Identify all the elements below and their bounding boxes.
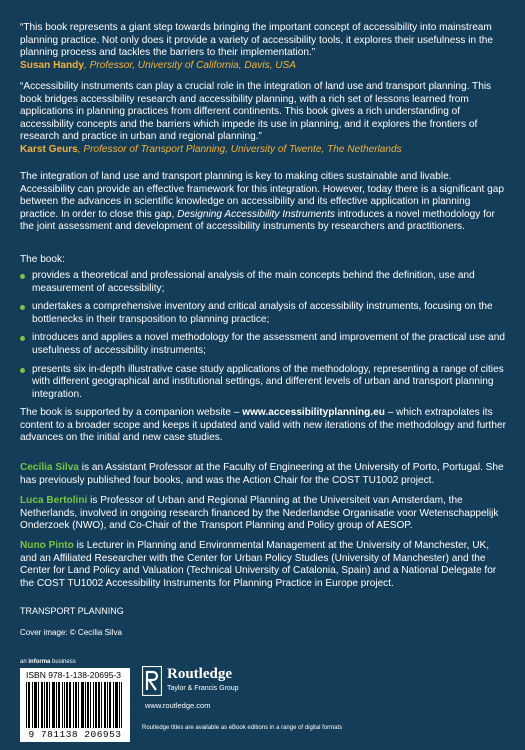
barcode-bar [52, 682, 53, 728]
publisher-name: Routledge [167, 666, 232, 682]
bio-2-name: Luca Bertolini [20, 495, 88, 506]
feature-list [20, 270, 507, 407]
barcode-bar [113, 682, 114, 728]
companion-paragraph [20, 407, 507, 445]
barcode-bar [28, 682, 29, 728]
bio-2-text: is Professor of Urban and Regional Planning at the Universiteit van Amsterdam, the Netherlands, involved in ongoing research financed by the Nederlandse Organisatie voor Wetenschappelijk Onderzoek (NWO), and Co-Chair of the Transport Planning and Policy group of AESOP. [20, 495, 499, 532]
routledge-logo-icon [142, 666, 162, 696]
barcode-bar [53, 682, 54, 728]
barcode-bar [98, 682, 99, 728]
bio-1-name: Cecília Silva [20, 462, 79, 473]
barcode-bar [38, 682, 39, 728]
barcode-bar [119, 682, 120, 728]
quote-1: “This book represents a giant step towards bringing the important concept of accessibility into mainstream planning practice. Not only does it provide a variety of accessibility tools, it explores their usefulness in the planning process and tackles the barriers to their implementation.” Susan Handy, Professor, University of California, Davis, USA [20, 22, 493, 71]
barcode-bar [115, 682, 116, 728]
intro-after-title: introduces a novel methodology for the joint assessment and development of accessibility instruments by researchers and practitioners. [20, 208, 495, 233]
bio-1 [20, 462, 507, 487]
barcode-bar [58, 682, 59, 728]
quote-1-role: Professor, University of California, Davis, USA [89, 59, 296, 71]
informa-line [20, 659, 76, 665]
barcode-bar [46, 682, 47, 728]
barcode-bar [56, 682, 57, 728]
barcode-bar [69, 682, 70, 728]
barcode-digits: 9 781138 206953 [28, 729, 122, 740]
quote-2-role: Professor of Transport Planning, University of Twente, The Netherlands [83, 143, 402, 155]
ebook-note: Routledge titles are available as eBook editions in a range of digital formats [142, 725, 343, 731]
barcode-bar [81, 682, 82, 728]
barcode-bar [32, 682, 33, 728]
quote-2-author: Karst Geurs [20, 143, 78, 155]
barcode-bar [47, 682, 48, 728]
barcode-bar [85, 682, 86, 728]
barcode-bar [117, 682, 118, 728]
barcode-bar [64, 682, 65, 728]
barcode-bar [29, 682, 30, 728]
list-item [20, 364, 507, 402]
barcode-bar [107, 682, 108, 728]
quote-2: “Accessibility instruments can play a crucial role in the integration of land use and transport planning. This book bridges accessibility research and accessibility planning, with a rich set of lessons learned from applications in planning practices from different continents. This book gives a rich understanding of accessibility concepts and the barriers which impede its use in planning, and it explores the frontiers of research and practice in urban and regional planning.” Karst Geurs, Professor of Transport Planning, University of Twente, The Netherlands [20, 81, 492, 155]
barcode-bar [105, 682, 106, 728]
barcode-bar [93, 682, 94, 728]
barcode-bar [110, 682, 111, 728]
bio-1-text: is an Assistant Professor at the Faculty of Engineering at the University of Porto, Portugal. She has previously published four books, and was the Action Chair for the COST TU1002 project. [20, 462, 504, 486]
barcode-bar [44, 682, 45, 728]
barcode-bar [83, 682, 84, 728]
bullet-text: undertakes a comprehensive inventory and critical analysis of accessibility instruments, focusing on the bottlenecks in their transposition to planning practice; [32, 301, 493, 325]
publisher-url[interactable]: www.routledge.com [145, 701, 211, 710]
barcode-bar [34, 682, 35, 728]
barcode-bar [101, 682, 102, 728]
barcode-bar [78, 682, 79, 728]
barcode-bar [90, 682, 91, 728]
barcode-bar [62, 682, 63, 728]
quote-2-text: “Accessibility instruments can play a crucial role in the integration of land use and transport planning. This book bridges accessibility research and accessibility planning, with a rich set of lessons learned from applications in planning practices from different continents. This book gives a rich understanding of accessibility concepts and the barriers which impede its use in planning, and it explores the frontiers of research and practice in urban and regional planning.” [20, 81, 492, 143]
informa-prefix: an [20, 659, 27, 665]
barcode-bar [66, 682, 67, 728]
barcode-bar [26, 682, 27, 728]
companion-url[interactable]: www.accessibilityplanning.eu [242, 407, 385, 418]
barcode-bar [88, 682, 89, 728]
barcode-bar [104, 682, 105, 728]
barcode-bar [121, 682, 122, 728]
barcode-bar [70, 682, 71, 728]
barcode-bar [41, 682, 42, 728]
barcode-bars [26, 682, 124, 728]
barcode [20, 668, 130, 742]
isbn-text: ISBN 978-1-138-20695-3 [26, 670, 121, 680]
companion-before-url: The book is supported by a companion website – [20, 407, 240, 418]
list-item [20, 332, 507, 357]
list-item [20, 270, 507, 295]
bio-2 [20, 495, 507, 533]
publisher-sub: Taylor & Francis Group [167, 685, 239, 692]
bio-3 [20, 540, 507, 590]
barcode-bar [67, 682, 68, 728]
bullet-text: provides a theoretical and professional analysis of the main concepts behind the definition, use and measurement of accessibility; [32, 270, 475, 294]
intro-book-title: Designing Accessibility Instruments [177, 208, 335, 220]
barcode-bar [109, 682, 110, 728]
cover-credit: Cover image: © Cecília Silva [20, 628, 122, 637]
bio-3-text: is Lecturer in Planning and Environmental Management at the University of Manchester, UK, and an Affiliated Researcher with the Center for Urban Policy Studies (University of Manchester) and the Center for Land Policy and Valuation (Technical University of Catalonia, Spain) and a National Delegate for the COST TU1002 Accessibility Instruments for Planning Practice in Europe project. [20, 540, 497, 589]
bio-3-name: Nuno Pinto [20, 540, 74, 551]
barcode-bar [36, 682, 37, 728]
barcode-bar [76, 682, 77, 728]
quote-1-text: “This book represents a giant step towards bringing the important concept of accessibility into mainstream planning practice. Not only does it provide a variety of accessibility tools, it explores their usefulness in the planning process and tackles the barriers to their implementation.” [20, 22, 493, 59]
bullet-text: introduces and applies a novel methodology for the assessment and improvement of the practical use and usefulness of accessibility instruments; [32, 332, 506, 356]
barcode-bar [87, 682, 88, 728]
intro-before-title: The integration of land use and transport planning is key to making cities sustainable and livable. Accessibility can provide an effective framework for this integration. However, today there is a significant gap between the advances in scientific knowledge on accessibility and its effective application in planning practice. In order to close this gap, [20, 171, 504, 220]
barcode-bar [54, 682, 55, 728]
bullet-text: presents six in-depth illustrative case study applications of the methodology, representing a range of cities with different geographical and institutional settings, and different levels of urban and transport planning integration. [32, 363, 504, 400]
barcode-bar [59, 682, 60, 728]
category-label: TRANSPORT PLANNING [20, 606, 124, 616]
informa-brand: informa [28, 659, 51, 665]
list-item [20, 301, 507, 326]
companion-after-url: – which extrapolates its content to a broader scope and keeps it updated and valid with new iterations of the methodology and further advances on the initial and new case studies. [20, 407, 506, 444]
quote-1-author: Susan Handy [20, 59, 84, 71]
book-label: The book: [20, 254, 65, 265]
intro-paragraph [20, 171, 507, 234]
barcode-bar [73, 682, 74, 728]
barcode-bar [35, 682, 36, 728]
barcode-bar [75, 682, 76, 728]
barcode-bar [42, 682, 43, 728]
barcode-bar [99, 682, 100, 728]
informa-suffix: business [52, 659, 76, 665]
barcode-bar [116, 682, 117, 728]
barcode-bar [82, 682, 83, 728]
barcode-bar [95, 682, 96, 728]
barcode-bar [96, 682, 97, 728]
barcode-bar [49, 682, 50, 728]
